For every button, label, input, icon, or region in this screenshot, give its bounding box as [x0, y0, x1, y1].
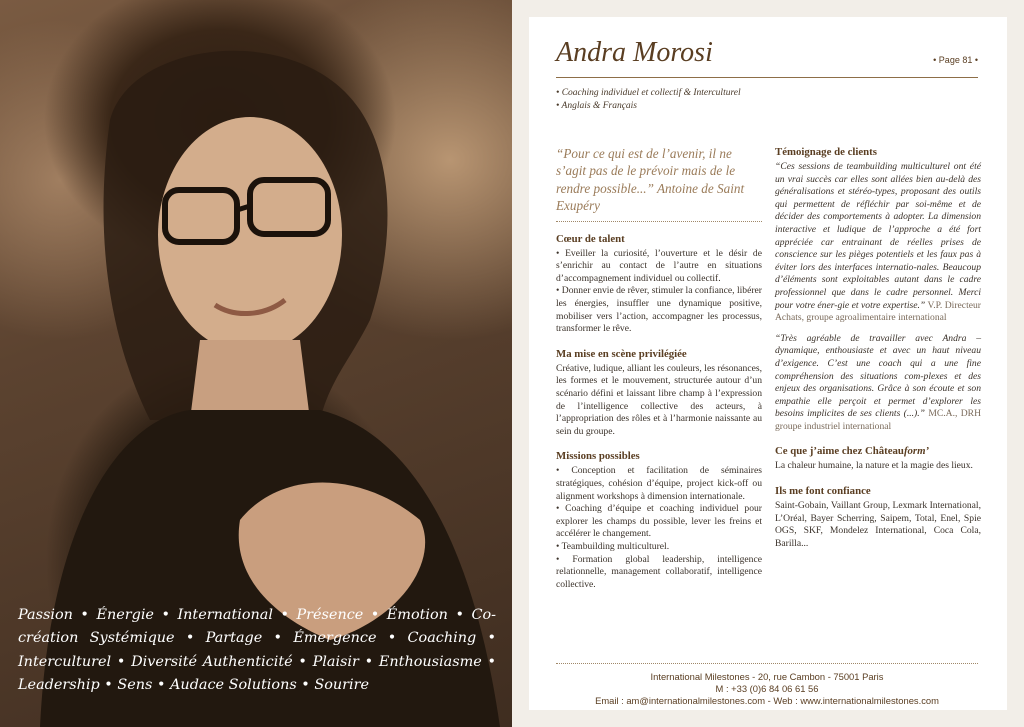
specialty-item: • Coaching individuel et collectif & Interculturel [556, 88, 741, 98]
left-column [556, 145, 762, 602]
profile-page [529, 17, 1007, 710]
testimonial-text: “Ces sessions de teambuilding multiculturel ont été un vrai succès car elles sont allées bien au-delà des généralisations et stéréo-types, proposant des outils qui permettent de réfléchir par soi-même et de décider des comportements à adopter. La dimension interactive et ludique de l’approche a été fort appréciée car entrainant de réelles prises de conscience sur les pièges potentiels et les faux pas à éviter lors des interfaces internatio-nales. Beaucoup d’éléments sont exploitables autant dans le cadre professionnel que dans le cadre personnel. Merci pour votre éner-gie et votre expertise.” [775, 161, 981, 311]
footer [556, 671, 978, 708]
testimonial [775, 333, 981, 434]
section-title: Cœur de talent [556, 232, 625, 245]
list-item: • Conception et facilitation de séminaires stratégiques, cohésion d’équipe, project kick-off ou alignment workshops à dimension internationale. [556, 465, 762, 502]
section-title: Ils me font confiance [775, 485, 871, 498]
header-divider [556, 77, 978, 78]
testimonial-text: “Très agréable de travailler avec Andra – dynamique, enthousiaste et avec un haut niveau d’exigence. C’est une coach qui a une fine compréhension des situations com-plexes et des enjeux des organisations. Grâce à son écoute et son empathie elle perçoit et permet d’explorer les besoins implicites de ses clients (...).” [775, 332, 981, 420]
missions-section [556, 449, 762, 591]
values-keywords: Passion • Énergie • International • Présence • Émotion • Co-création Systémique • Partage • Émergence • Coaching • Interculturel • Diversité Authenticité • Plaisir • Enthousiasme • Leadership • Sens • Audace Solutions • Sourire [18, 607, 496, 694]
trust-section [775, 484, 981, 550]
likes-title: Ce que j’aime chez Château [775, 445, 904, 458]
section-text: Créative, ludique, alliant les couleurs, les résonances, les formes et le mouvement, structurée autour d’un scénario défini et laissant libre champ à l’expression de l’intelligence collective des acteurs, à l’appropriation des rôles et à l’harmonie naissante au sein du groupe. [556, 362, 762, 437]
specialty-item: • Anglais & Français [556, 101, 638, 111]
staging-section [556, 347, 762, 439]
section-title [775, 444, 981, 458]
list-item: • Coaching d’équipe et coaching individuel pour explorer les champs du possible, lever les freins et accélérer le changement. [556, 503, 762, 540]
section-title: Missions possibles [556, 450, 640, 463]
testimonial-author: MC.A., DRH groupe industriel international [775, 408, 982, 432]
testimonials-section [775, 145, 981, 433]
brand-name: form’ [903, 445, 930, 458]
footer-phone: M : +33 (0)6 84 06 61 56 [715, 683, 819, 695]
footer-divider [556, 663, 978, 664]
footer-address: International Milestones - 20, rue Cambon - 75001 Paris [650, 671, 884, 682]
likes-section [775, 444, 981, 473]
page-number: • Page 81 • [933, 55, 978, 65]
list-item: • Eveiller la curiosité, l’ouverture et le désir de s’enrichir au contact de l’autre en situations d’accompagnement individuel ou collectif. [556, 247, 762, 284]
section-text: La chaleur humaine, la nature et la magie des lieux. [775, 460, 973, 472]
testimonial [775, 161, 981, 325]
specialties-list [556, 87, 741, 113]
quote: “Pour ce qui est de l’avenir, il ne s’agit pas de le prévoir mais de le rendre possible...” Antoine de Saint Exupéry [556, 145, 762, 222]
section-title: Ma mise en scène privilégiée [556, 347, 687, 360]
footer-contact: Email : am@internationalmilestones.com - Web : www.internationalmilestones.com [595, 695, 939, 707]
list-item: • Teambuilding multiculturel. [556, 540, 670, 552]
section-title: Témoignage de clients [775, 146, 877, 158]
talent-section [556, 232, 762, 336]
coach-name: Andra Morosi [556, 37, 713, 68]
testimonial-author: V.P. Directeur Achats, groupe agroalimentaire international [775, 299, 981, 324]
list-item: • Formation global leadership, intelligence relationnelle, management collaboratif, intelligence collective. [556, 553, 762, 590]
client-list: Saint-Gobain, Vaillant Group, Lexmark International, L’Oréal, Bayer Scherring, Saipem, Total, Enel, Spie OGS, SKF, Mondelez International, Coca Cola, Barilla... [775, 500, 981, 549]
list-item: • Donner envie de rêver, stimuler la confiance, libérer les énergies, insuffler une dynamique positive, mobiliser vers l’action, accompagner les processus, transformer le rêve. [556, 285, 762, 335]
right-column [775, 145, 981, 561]
